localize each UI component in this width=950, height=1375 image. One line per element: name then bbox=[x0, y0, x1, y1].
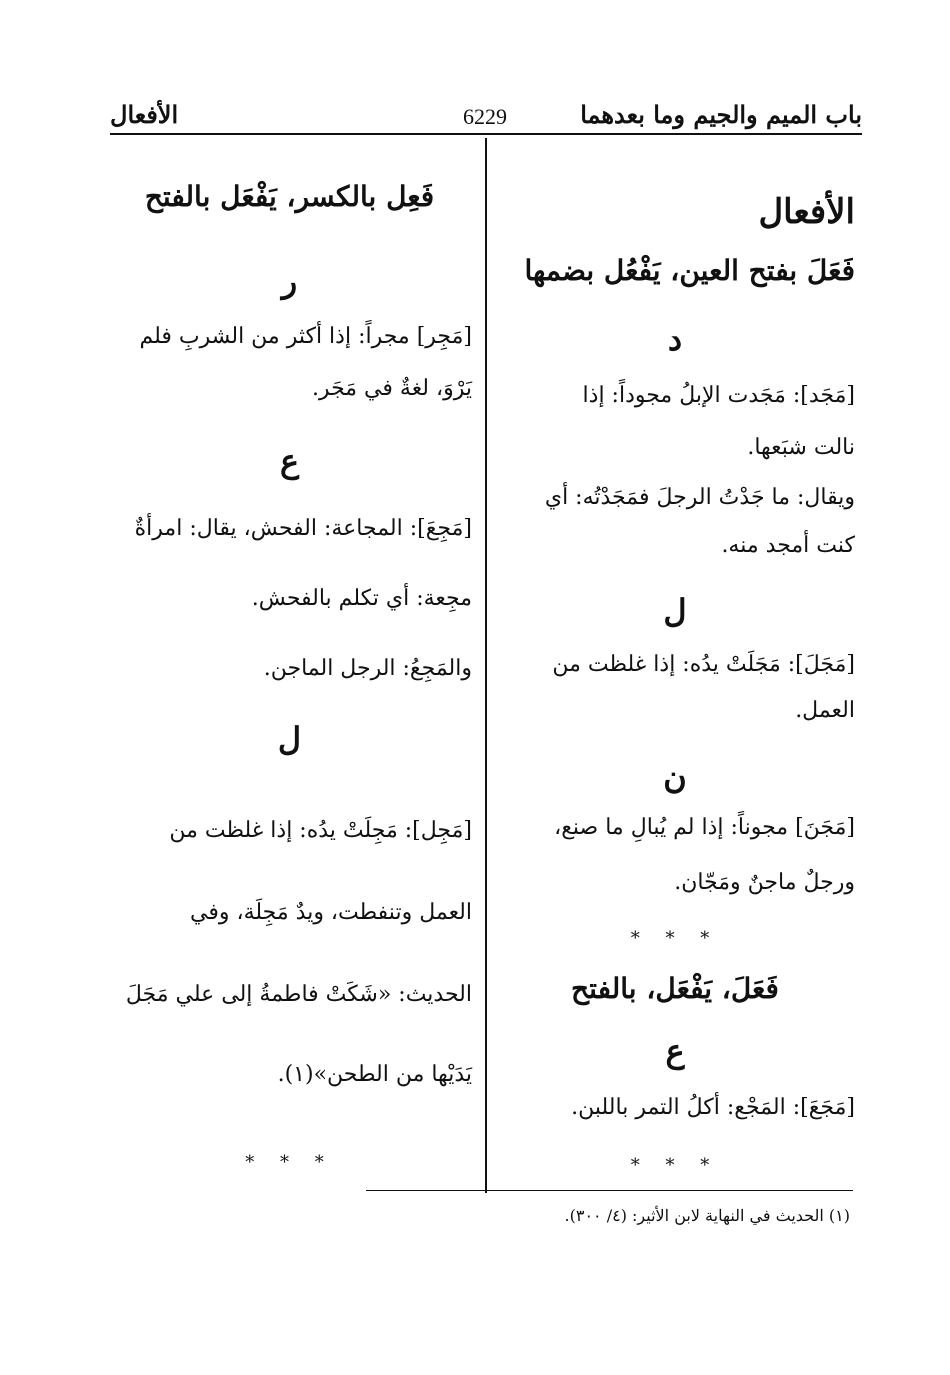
running-header-left: الأفعال bbox=[110, 100, 179, 129]
entry-line: [مَجَنَ] مجوناً: إذا لم يُبالِ ما صنع، bbox=[554, 815, 855, 840]
header-rule bbox=[110, 133, 862, 135]
entry-line: العمل وتنفطت، ويدٌ مَجِلَة، وفي bbox=[190, 900, 472, 925]
chapter-title: الأفعال bbox=[758, 192, 855, 232]
entry-line: كنت أمجد منه. bbox=[721, 533, 855, 558]
root-letter: د bbox=[667, 320, 683, 358]
entry-line: [مَجِعَ]: المجاعة: الفحش، يقال: امرأةٌ bbox=[134, 516, 472, 541]
entry-line: [مَجَد]: مَجَدت الإبلُ مجوداً: إذا bbox=[582, 383, 855, 408]
running-header-right: باب الميم والجيم وما بعدهما bbox=[580, 100, 862, 129]
root-letter: ر bbox=[281, 262, 298, 300]
footnote: (١) الحديث في النهاية لابن الأثير: (٤/ ٣٠٠). bbox=[564, 1206, 850, 1225]
entry-line: الحديث: «شَكَتْ فاطمةُ إلى علي مَجَلَ bbox=[125, 982, 472, 1007]
entry-line: يَدَيْها من الطحن»(١). bbox=[277, 1062, 472, 1087]
section-heading: فَعَلَ، يَفْعَل، بالفتح bbox=[571, 972, 779, 1005]
column-divider bbox=[485, 138, 487, 1193]
section-separator: * * * bbox=[630, 928, 720, 949]
section-heading: فَعَلَ بفتح العين، يَفْعُل بضمها bbox=[524, 254, 855, 287]
root-letter: ع bbox=[279, 442, 300, 480]
root-letter: ن bbox=[663, 758, 687, 796]
root-letter: ل bbox=[277, 720, 302, 758]
entry-line: يَرْوَ، لغةٌ في مَجَر. bbox=[311, 376, 472, 401]
section-separator: * * * bbox=[245, 1152, 334, 1173]
entry-line: [مَجِل]: مَجِلَتْ يدُه: إذا غلظت من bbox=[169, 818, 472, 843]
root-letter: ل bbox=[663, 592, 687, 630]
entry-line: والمَجِعُ: الرجل الماجن. bbox=[263, 656, 472, 681]
section-heading: فَعِل بالكسر، يَفْعَل بالفتح bbox=[144, 180, 435, 213]
entry-line: العمل. bbox=[795, 698, 855, 723]
entry-line: ويقال: ما جَدْتُ الرجلَ فمَجَدْتُه: أي bbox=[544, 485, 855, 510]
entry-line: مجِعة: أي تكلم بالفحش. bbox=[251, 586, 472, 611]
section-separator: * * * bbox=[630, 1155, 720, 1176]
entry-line: نالت شبَعها. bbox=[747, 435, 855, 460]
entry-line: [مَجَلَ]: مَجَلَتْ يدُه: إذا غلظت من bbox=[552, 652, 855, 677]
footnote-rule bbox=[366, 1190, 853, 1191]
entry-line: ورجلٌ ماجنٌ ومَجّان. bbox=[674, 870, 855, 895]
page-number: 6229 bbox=[463, 104, 507, 129]
root-letter: ع bbox=[665, 1032, 685, 1070]
entry-line: [مَجَعَ]: المَجْع: أكلُ التمر باللبن. bbox=[571, 1095, 855, 1120]
entry-line: [مَجِر] مجراً: إذا أكثر من الشربِ فلم bbox=[139, 324, 472, 349]
